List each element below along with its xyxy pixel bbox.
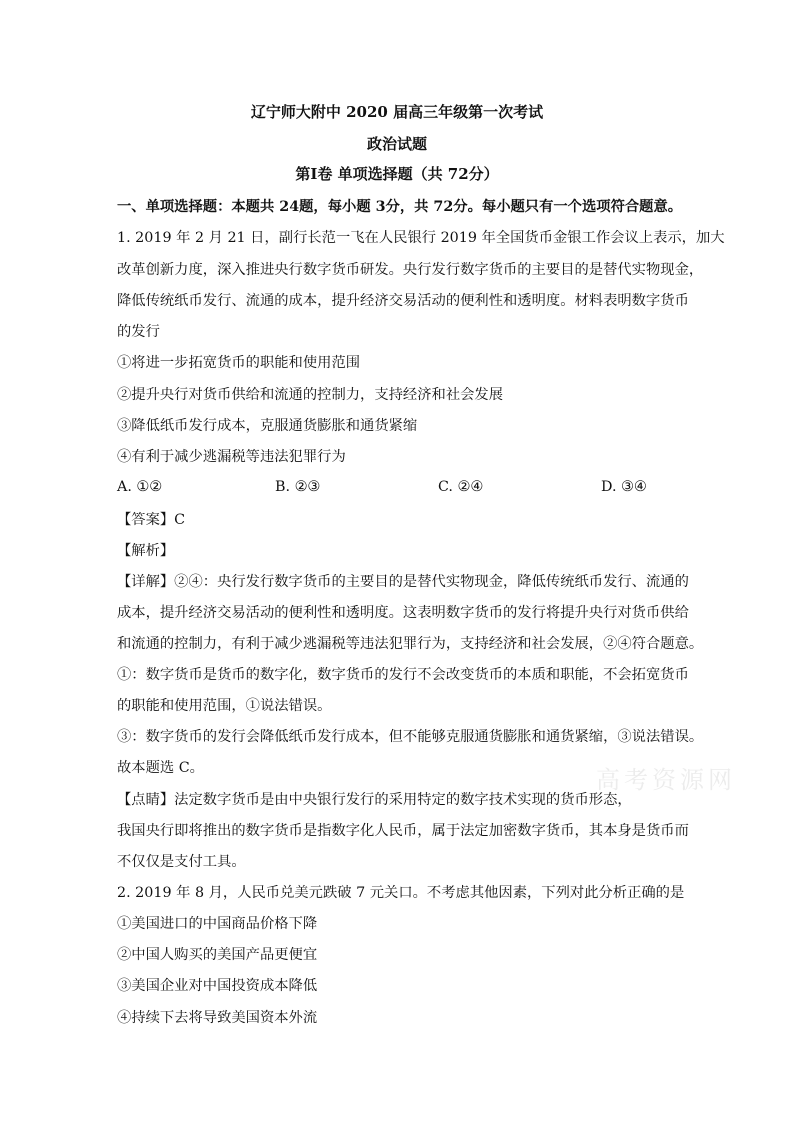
option-statement: ②中国人购买的美国产品更便宜 xyxy=(117,947,318,963)
detail-line: 成本，提升经济交易活动的便利性和透明度。这表明数字货币的发行将提升央行对货币供给 xyxy=(117,605,689,621)
option-statement: ②提升央行对货币供给和流通的控制力，支持经济和社会发展 xyxy=(117,387,504,403)
exam-title: 辽宁师大附中 2020 届高三年级第一次考试 xyxy=(250,103,544,121)
remark-line: 【点睛】法定数字货币是由中央银行发行的采用特定的数字技术实现的货币形态， xyxy=(117,792,632,808)
question-stem-line: 改革创新力度，深入推进央行数字货币研发。央行发行数字货币的主要目的是替代实物现金， xyxy=(117,262,704,278)
remark-line: 我国央行即将推出的数字货币是指数字化人民币，属于法定加密数字货币，其本身是货币而 xyxy=(117,823,689,839)
answer-choices xyxy=(117,479,677,499)
watermark: 高考资源网 xyxy=(596,766,736,794)
section-heading: 第Ⅰ卷 单项选择题（共 72分） xyxy=(295,165,499,183)
section-instructions: 一、单项选择题：本题共 24题，每小题 3分，共 72分。每小题只有一个选项符合题意。 xyxy=(117,199,683,215)
question-stem: 2. 2019 年 8 月，人民币兑美元跌破 7 元关口。不考虑其他因素，下列对此分析正确的是 xyxy=(117,885,685,901)
option-statement: ①美国进口的中国商品价格下降 xyxy=(117,916,318,932)
remark-line: 不仅仅是支付工具。 xyxy=(117,854,246,870)
option-statement: ④有利于减少逃漏税等违法犯罪行为 xyxy=(117,449,346,465)
detail-line: 故本题选 C。 xyxy=(117,760,204,776)
choice-b: B. ②③ xyxy=(275,479,321,495)
choice-d: D. ③④ xyxy=(601,479,647,495)
detail-line: 【详解】②④：央行发行数字货币的主要目的是替代实物现金，降低传统纸币发行、流通的 xyxy=(117,574,689,590)
question-stem-line: 降低传统纸币发行、流通的成本，提升经济交易活动的便利性和透明度。材料表明数字货币 xyxy=(117,293,689,309)
exam-subtitle: 政治试题 xyxy=(366,135,427,153)
question-stem-line: 1. 2019 年 2 月 21 日，副行长范一飞在人民银行 2019 年全国货币金银工作会议上表示，加大 xyxy=(117,230,725,246)
question-stem-line: 的发行 xyxy=(117,324,160,340)
option-statement: ③美国企业对中国投资成本降低 xyxy=(117,978,318,994)
option-statement: ④持续下去将导致美国资本外流 xyxy=(117,1010,318,1026)
detail-line: 和流通的控制力，有利于减少逃漏税等违法犯罪行为，支持经济和社会发展，②④符合题意。 xyxy=(117,636,704,652)
choice-c: C. ②④ xyxy=(438,479,484,495)
answer-label: 【答案】C xyxy=(117,512,186,528)
choice-a: A. ①② xyxy=(117,479,163,495)
analysis-label: 【解析】 xyxy=(117,543,175,559)
detail-line: 的职能和使用范围，①说法错误。 xyxy=(117,698,332,714)
detail-line: ③：数字货币的发行会降低纸币发行成本，但不能够克服通货膨胀和通货紧缩，③说法错误。 xyxy=(117,729,704,745)
option-statement: ③降低纸币发行成本，克服通货膨胀和通货紧缩 xyxy=(117,418,418,434)
option-statement: ①将进一步拓宽货币的职能和使用范围 xyxy=(117,355,361,371)
detail-line: ①：数字货币是货币的数字化，数字货币的发行不会改变货币的本质和职能，不会拓宽货币 xyxy=(117,667,689,683)
